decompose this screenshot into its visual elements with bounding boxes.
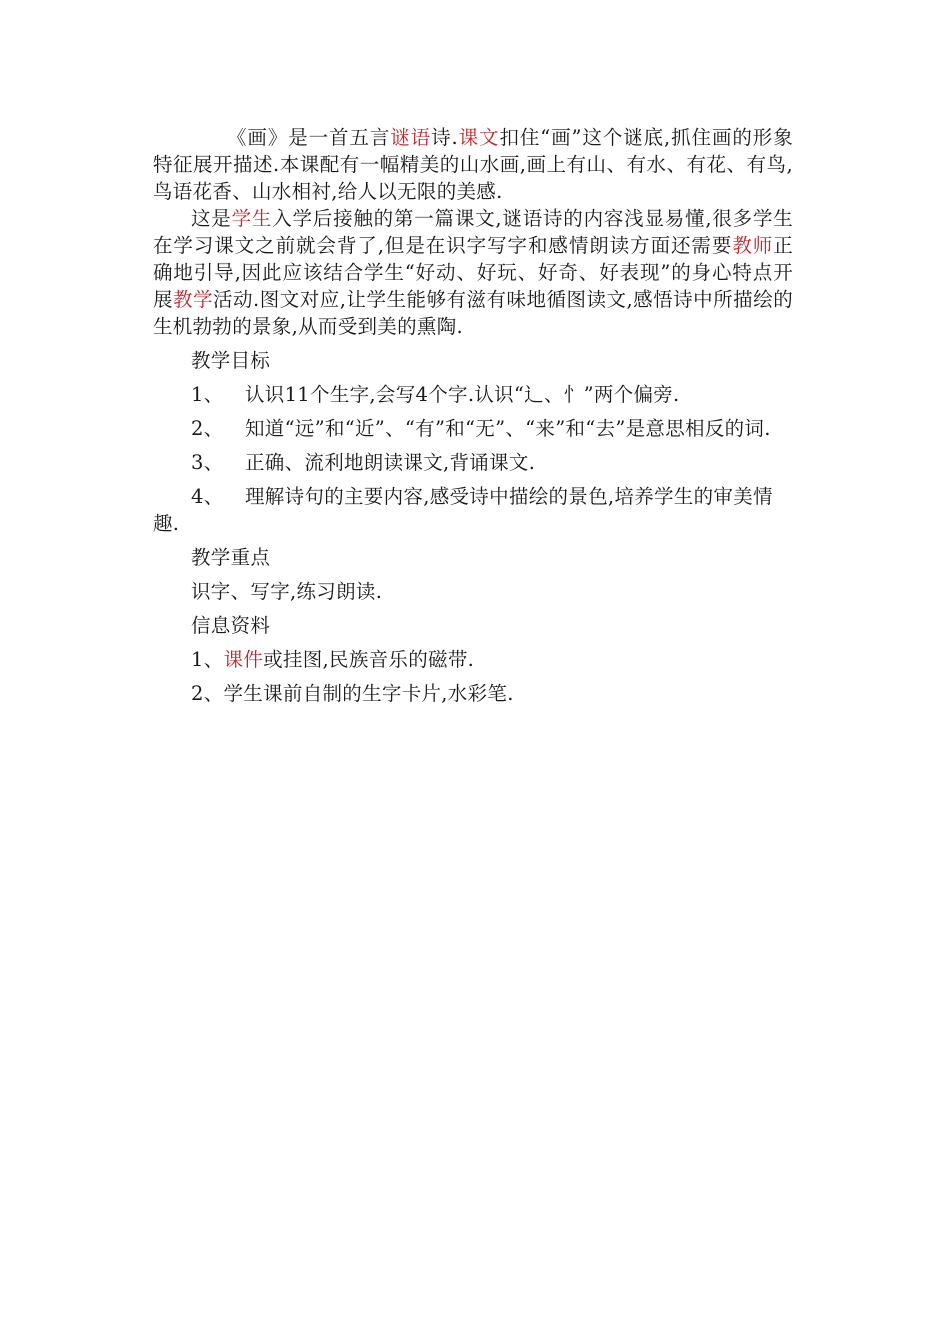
resource-item-1 bbox=[153, 646, 793, 673]
text-run: 2、学生课前自制的生字卡片,水彩笔. bbox=[191, 682, 514, 705]
text-run: 诗. bbox=[431, 126, 458, 149]
text-run: 活动.图文对应,让学生能够有滋有味地循图读文,感悟诗中所描绘的生机勃勃的景象,从而受到美的熏陶. bbox=[153, 288, 793, 338]
document-body bbox=[153, 124, 793, 707]
resources-heading: 信息资料 bbox=[191, 614, 271, 637]
text-run: 正确地引导,因此应该结合学生“好动、好玩、好奇、好表现”的身心特点开展 bbox=[153, 234, 793, 311]
resource-item-2 bbox=[153, 680, 793, 707]
text-run: 这是 bbox=[191, 207, 232, 230]
text-run: 入学后接触的第一篇课文,谜语诗的内容浅显易懂,很多学生在学习课文之前就会背了,但是在识字写字和感情朗读方面还需要 bbox=[153, 207, 793, 257]
intro-paragraph-2 bbox=[153, 205, 793, 340]
objective-item-4: 4、 理解诗句的主要内容,感受诗中描绘的景色,培养学生的审美情趣. bbox=[153, 485, 773, 535]
highlighted-term: 教师 bbox=[732, 234, 774, 257]
highlighted-term: 课文 bbox=[458, 126, 500, 149]
objective-item-2: 2、 知道“远”和“近”、“有”和“无”、“来”和“去”是意思相反的词. bbox=[191, 417, 771, 440]
highlighted-term: 谜语 bbox=[390, 126, 432, 149]
text-run: 或挂图,民族音乐的磁带. bbox=[263, 648, 475, 671]
focus-heading: 教学重点 bbox=[191, 546, 271, 569]
highlighted-term: 课件 bbox=[223, 648, 264, 671]
objective-item-3: 3、 正确、流利地朗读课文,背诵课文. bbox=[191, 451, 536, 474]
text-run: 1、 bbox=[191, 648, 224, 671]
text-run: 《画》是一首五言 bbox=[227, 126, 391, 149]
objectives-heading: 教学目标 bbox=[191, 349, 271, 372]
text-run: 扣住“画”这个谜底,抓住画的形象特征展开描述.本课配有一幅精美的山水画,画上有山、有水、有花、有鸟,鸟语花香、山水相衬,给人以无限的美感. bbox=[153, 126, 793, 203]
focus-text: 识字、写字,练习朗读. bbox=[191, 580, 383, 603]
intro-paragraph-1 bbox=[153, 124, 793, 205]
highlighted-term: 教学 bbox=[173, 288, 214, 311]
highlighted-term: 学生 bbox=[231, 207, 273, 230]
objective-item-1: 1、 认识11个生字,会写4个字.认识“辶、忄”两个偏旁. bbox=[191, 383, 680, 406]
